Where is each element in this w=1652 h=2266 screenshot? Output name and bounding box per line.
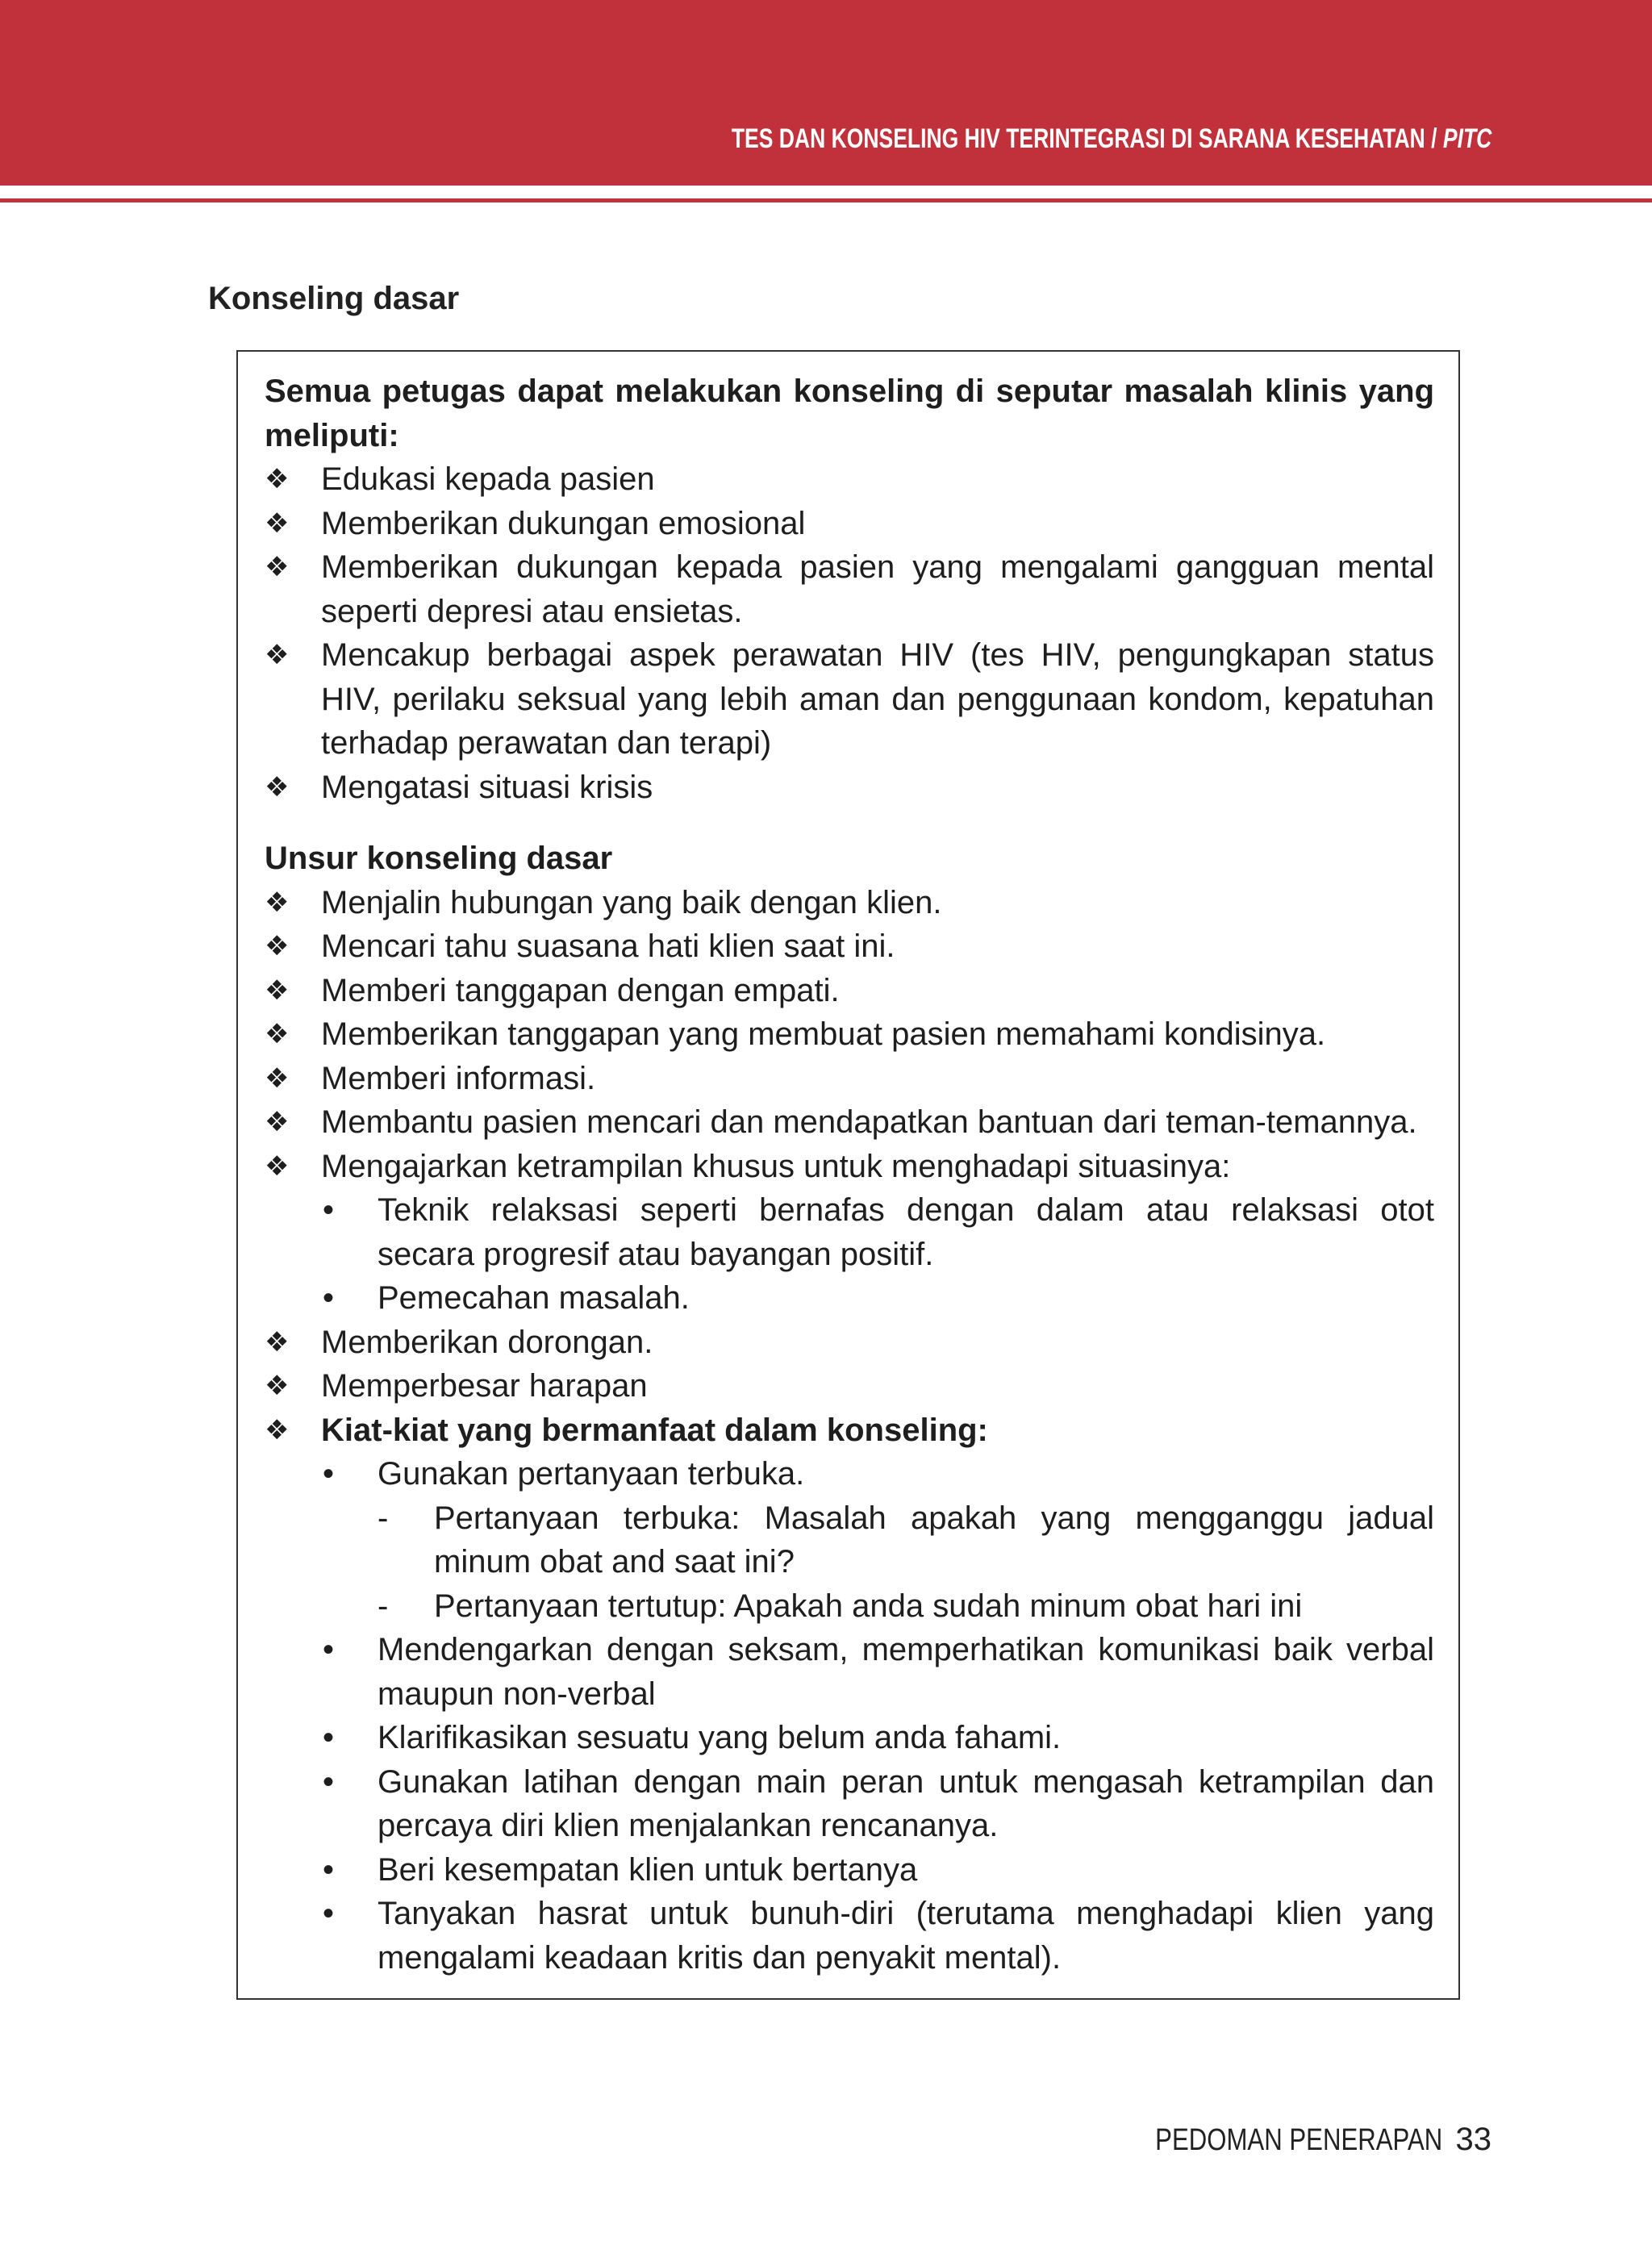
dash-bullet-icon: - [378, 1588, 389, 1624]
header-band [0, 0, 1652, 186]
running-header [731, 123, 1491, 155]
sub-list-item: • Teknik relaksasi seperti bernafas dengan dalam atau relaksasi otot secara progresif atau bayangan positif. [265, 1188, 1434, 1276]
list-item: ❖ Memberikan dukungan kepada pasien yang mengalami gangguan mental seperti depresi atau ensietas. [265, 545, 1434, 633]
dash-bullet-icon: - [378, 1500, 389, 1536]
list-item: ❖ Mengajarkan ketrampilan khusus untuk menghadapi situasinya: [265, 1145, 1434, 1189]
diamond-bullet-icon: ❖ [265, 771, 290, 803]
list-item: ❖ Memberikan dorongan. [265, 1321, 1434, 1365]
bullet-icon: • [323, 1280, 335, 1316]
list-item: ❖ Mencakup berbagai aspek perawatan HIV (tes HIV, pengungkapan status HIV, perilaku seksual yang lebih aman dan penggunaan kondom, kepatuhan terhadap perawatan dan terapi) [265, 633, 1434, 766]
diamond-bullet-icon: ❖ [265, 1062, 290, 1094]
list-item: ❖ Memberikan dukungan emosional [265, 502, 1434, 546]
list-item: ❖ Membantu pasien mencari dan mendapatkan bantuan dari teman-temannya. [265, 1100, 1434, 1145]
bullet-icon: • [323, 1763, 335, 1800]
dash-list-item: - Pertanyaan tertutup: Apakah anda sudah minum obat hari ini [265, 1584, 1434, 1629]
bullet-icon: • [323, 1720, 335, 1755]
list-item: ❖ Edukasi kepada pasien [265, 457, 1434, 502]
page-footer [1092, 2122, 1491, 2158]
diamond-bullet-icon: ❖ [265, 1371, 290, 1401]
section-title: Konseling dasar [208, 281, 460, 316]
bullet-icon: • [323, 1896, 335, 1931]
bullet-icon: • [323, 1851, 335, 1888]
diamond-bullet-icon: ❖ [265, 1107, 290, 1137]
sub-list-item: • Klarifikasikan sesuatu yang belum anda fahami. [265, 1716, 1434, 1760]
sub-list-item: • Pemecahan masalah. [265, 1276, 1434, 1321]
sub-list-item: • Gunakan pertanyaan terbuka. [265, 1452, 1434, 1496]
running-header-text: TES DAN KONSELING HIV TERINTEGRASI DI SARANA KESEHATAN / [731, 123, 1443, 154]
list-item: ❖ Memperbesar harapan [265, 1364, 1434, 1408]
intro-paragraph: Semua petugas dapat melakukan konseling di seputar masalah klinis yang meliputi: [265, 373, 1434, 453]
diamond-bullet-icon: ❖ [265, 931, 290, 962]
list-item: ❖ Menjalin hubungan yang baik dengan klien. [265, 881, 1434, 925]
bullet-icon: • [323, 1632, 335, 1667]
page-number: 33 [1455, 2122, 1491, 2157]
list-item: ❖ Memberi tanggapan dengan empati. [265, 969, 1434, 1013]
diamond-bullet-icon: ❖ [265, 1326, 290, 1358]
diamond-bullet-icon: ❖ [265, 887, 290, 918]
running-header-pitc: PITC [1442, 123, 1491, 154]
list-item: ❖ Mengatasi situasi krisis [265, 766, 1434, 810]
kiat-heading-item: ❖ Kiat-kiat yang bermanfaat dalam konseling: [265, 1408, 1434, 1453]
diamond-bullet-icon: ❖ [265, 640, 290, 670]
sub-list-item: • Tanyakan hasrat untuk bunuh-diri (terutama menghadapi klien yang mengalami keadaan kritis dan penyakit mental). [265, 1892, 1434, 1980]
box-content [265, 369, 1434, 1980]
footer-label: PEDOMAN PENERAPAN [1154, 2123, 1442, 2157]
bullet-icon: • [323, 1456, 335, 1492]
list-item: ❖ Memberi informasi. [265, 1057, 1434, 1101]
diamond-bullet-icon: ❖ [265, 464, 290, 495]
diamond-bullet-icon: ❖ [265, 552, 290, 582]
sub-list-item: • Beri kesempatan klien untuk bertanya [265, 1848, 1434, 1893]
diamond-bullet-icon: ❖ [265, 974, 290, 1006]
sub-list-item: • Mendengarkan dengan seksam, memperhatikan komunikasi baik verbal maupun non-verbal [265, 1628, 1434, 1716]
header-rule [0, 198, 1652, 202]
unsur-heading: Unsur konseling dasar [265, 841, 613, 876]
diamond-bullet-icon: ❖ [265, 1414, 290, 1446]
diamond-bullet-icon: ❖ [265, 507, 290, 539]
list-item: ❖ Mencari tahu suasana hati klien saat ini. [265, 924, 1434, 969]
diamond-bullet-icon: ❖ [265, 1150, 290, 1182]
list-item: ❖ Memberikan tanggapan yang membuat pasien memahami kondisinya. [265, 1012, 1434, 1057]
diamond-bullet-icon: ❖ [265, 1019, 290, 1050]
bullet-icon: • [323, 1192, 335, 1228]
dash-list-item: - Pertanyaan terbuka: Masalah apakah yang mengganggu jadual minum obat and saat ini? [265, 1496, 1434, 1584]
sub-list-item: • Gunakan latihan dengan main peran untuk mengasah ketrampilan dan percaya diri klien menjalankan rencananya. [265, 1760, 1434, 1848]
